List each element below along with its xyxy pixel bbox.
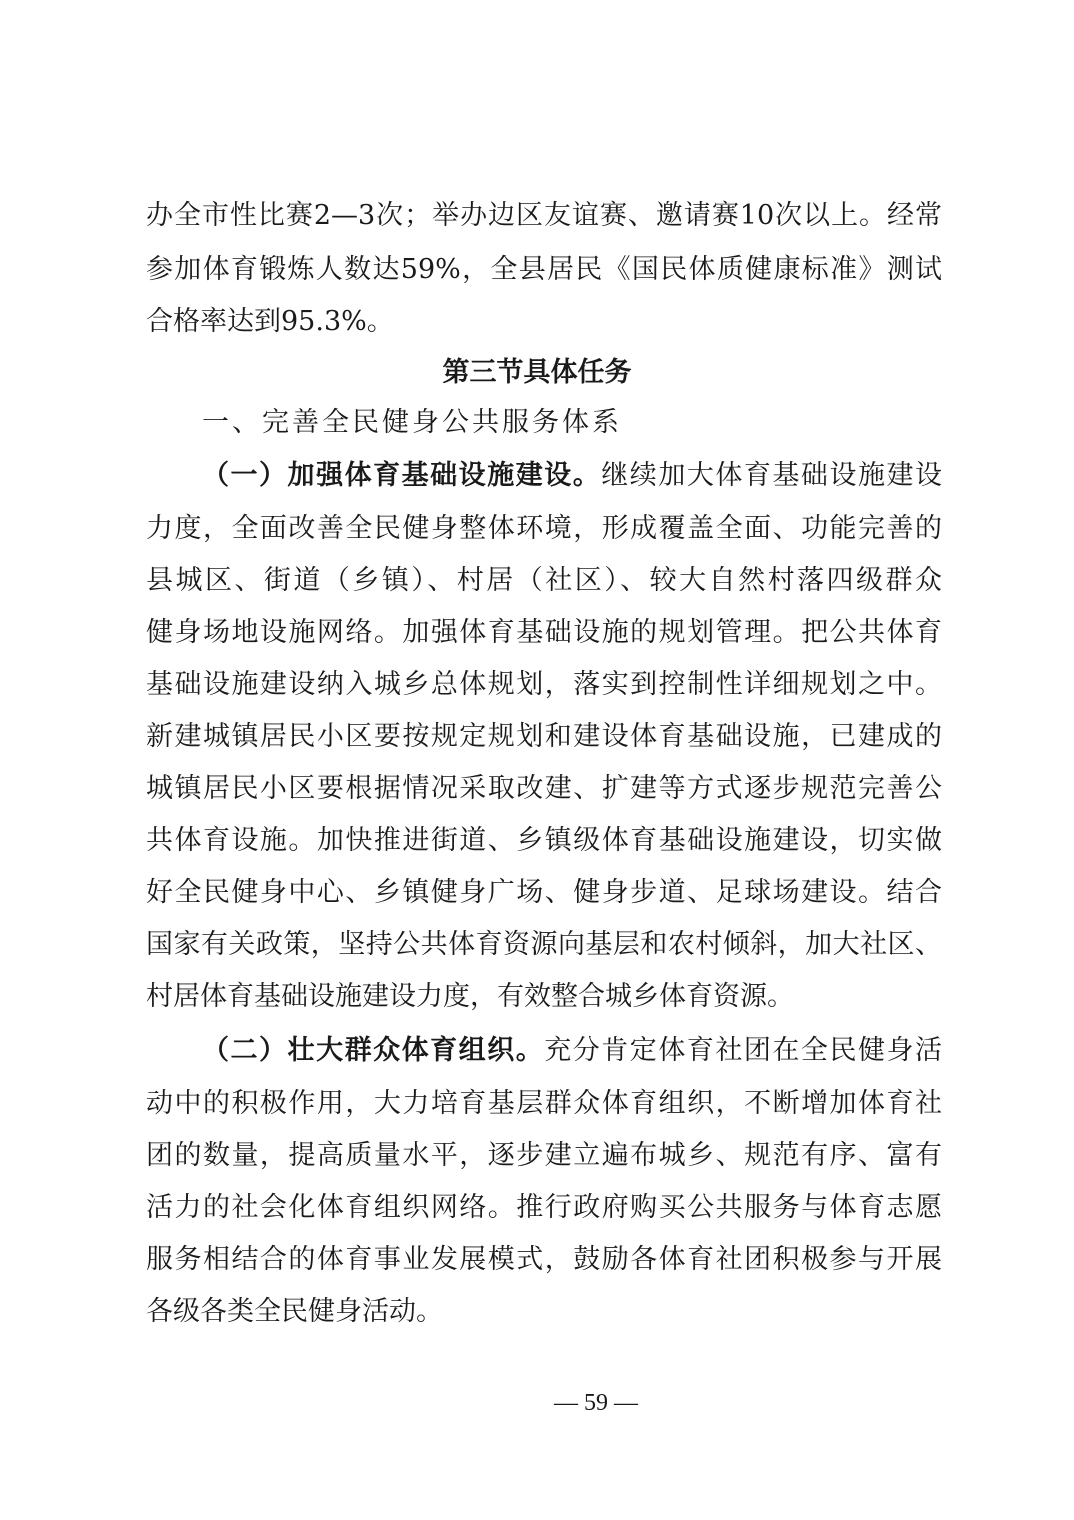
page-number: — 59 — — [554, 1390, 638, 1416]
text-line: 共体育设施。加快推进街道、乡镇级体育基础设施建设，切实做 — [146, 825, 942, 856]
text-line: 办全市性比赛2—3次；举办边区友谊赛、邀请赛10次以上。经常 — [146, 200, 942, 231]
text-line: 服务相结合的体育事业发展模式，鼓励各体育社团积极参与开展 — [146, 1244, 942, 1275]
text-line: 好全民健身中心、乡镇健身广场、健身步道、足球场建设。结合 — [146, 877, 942, 908]
text-line: 活力的社会化体育组织网络。推行政府购买公共服务与体育志愿 — [146, 1192, 942, 1223]
text-line: 动中的积极作用，大力培育基层群众体育组织，不断增加体育社 — [146, 1088, 942, 1119]
subheading: 一、完善全民健身公共服务体系 — [202, 407, 622, 438]
text-line: 各级各类全民健身活动。 — [146, 1296, 443, 1327]
text-line: 团的数量，提高质量水平，逐步建立遍布城乡、规范有序、富有 — [146, 1140, 942, 1171]
paragraph-lead: （一）加强体育基础设施建设。 — [202, 460, 602, 491]
text-line: 合格率达到95.3%。 — [146, 306, 394, 337]
text-line: 新建城镇居民小区要按规定规划和建设体育基础设施，已建成的 — [146, 721, 942, 752]
paragraph-first-line — [202, 1033, 942, 1069]
text-line: 县城区、街道（乡镇）、村居（社区）、较大自然村落四级群众 — [146, 565, 942, 596]
text-line: 参加体育锻炼人数达59%，全县居民《国民体质健康标准》测试 — [146, 254, 942, 285]
section-title: 第三节具体任务 — [442, 357, 632, 388]
text-line: 基础设施建设纳入城乡总体规划，落实到控制性详细规划之中。 — [146, 669, 942, 700]
text-line: 健身场地设施网络。加强体育基础设施的规划管理。把公共体育 — [146, 617, 942, 648]
paragraph-text: 继续加大体育基础设施建设 — [601, 460, 943, 491]
text-line: 城镇居民小区要根据情况采取改建、扩建等方式逐步规范完善公 — [146, 773, 942, 804]
text-line: 村居体育基础设施建设力度，有效整合城乡体育资源。 — [146, 981, 794, 1012]
text-line: 国家有关政策，坚持公共体育资源向基层和农村倾斜，加大社区、 — [146, 929, 942, 960]
paragraph-lead: （二）壮大群众体育组织。 — [202, 1035, 545, 1066]
text-line: 力度，全面改善全民健身整体环境，形成覆盖全面、功能完善的 — [146, 513, 942, 544]
paragraph-text: 充分肯定体育社团在全民健身活 — [544, 1035, 943, 1066]
paragraph-first-line — [202, 458, 942, 494]
